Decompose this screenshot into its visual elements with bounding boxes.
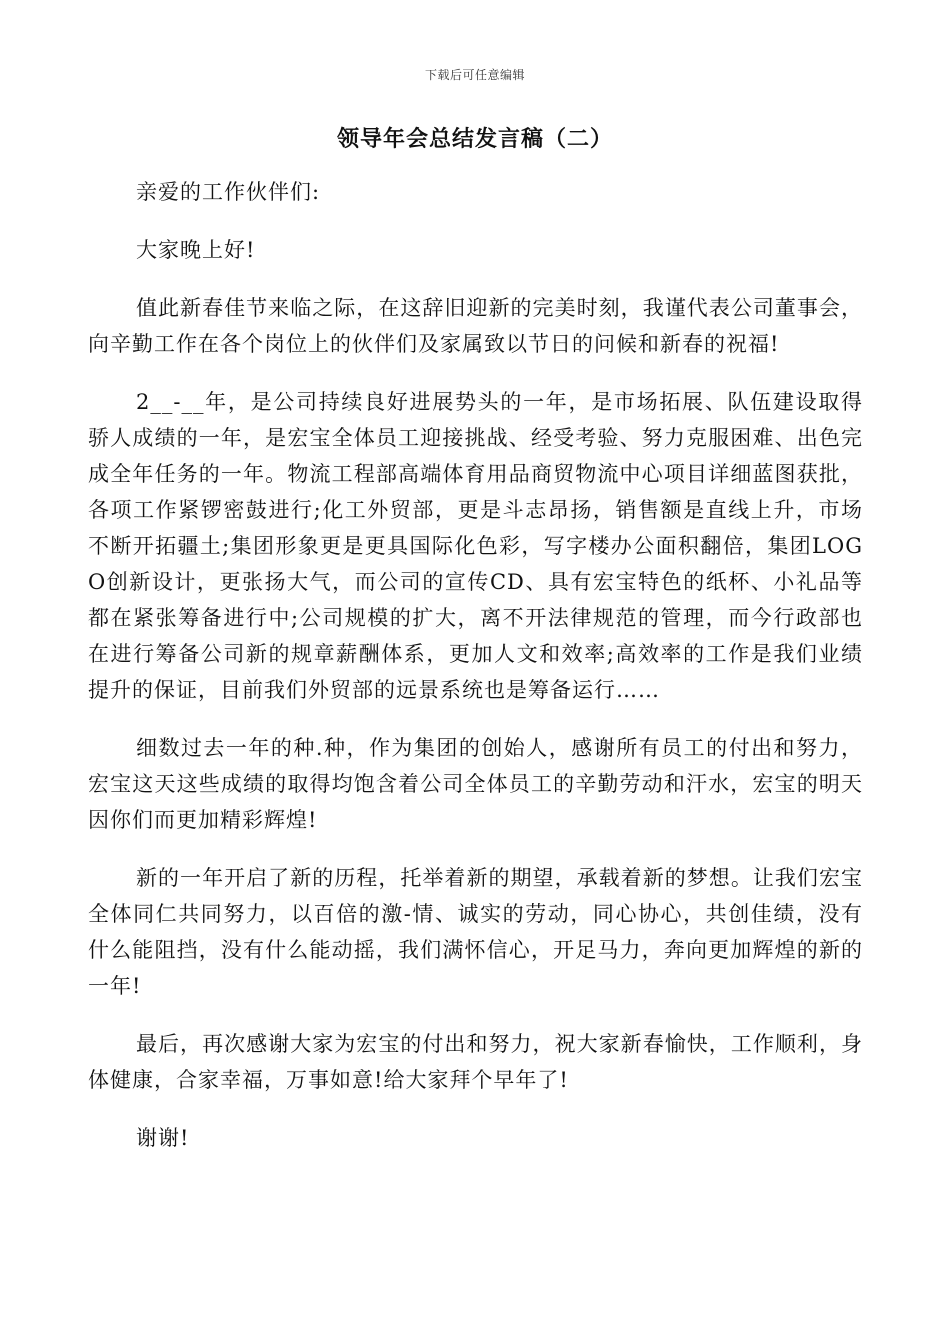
- closing-thanks: 谢谢!: [136, 1126, 190, 1150]
- paragraph-closing-wishes: 最后，再次感谢大家为宏宝的付出和努力，祝大家新春愉快，工作顺利，身体健康，合家幸福，万事如意!给大家拜个早年了!: [88, 1032, 863, 1092]
- document-body: [88, 174, 863, 1178]
- header-note: 下载后可任意编辑: [424, 68, 525, 82]
- paragraph-year-review: 2__-__年，是公司持续良好进展势头的一年，是市场拓展、队伍建设取得骄人成绩的一年，是宏宝全体员工迎接挑战、经受考验、努力克服困难、出色完成全年任务的一年。物流工程部高端体育用品商贸物流中心项目详细蓝图获批，各项工作紧锣密鼓进行;化工外贸部，更是斗志昂扬，销售额是直线上升，市场不断开拓疆土;集团形象更是更具国际化色彩，写字楼办公面积翻倍，集团LOGO创新设计，更张扬大气，而公司的宣传CD、具有宏宝特色的纸杯、小礼品等都在紧张筹备进行中;公司规模的扩大，离不开法律规范的管理，而今行政部也在进行筹备公司新的规章薪酬体系，更加人文和效率;高效率的工作是我们业绩提升的保证，目前我们外贸部的远景系统也是筹备运行……: [88, 390, 863, 702]
- greeting: 大家晚上好!: [136, 238, 256, 262]
- paragraph-new-year-wishes: 值此新春佳节来临之际，在这辞旧迎新的完美时刻，我谨代表公司董事会，向辛勤工作在各个岗位上的伙伴们及家属致以节日的问候和新春的祝福!: [88, 296, 863, 356]
- paragraph-new-journey: 新的一年开启了新的历程，托举着新的期望，承载着新的梦想。让我们宏宝全体同仁共同努力，以百倍的激-情、诚实的劳动，同心协心，共创佳绩，没有什么能阻挡，没有什么能动摇，我们满怀信心，开足马力，奔向更加辉煌的新的一年!: [88, 866, 863, 998]
- paragraph-thanks-staff: 细数过去一年的种.种，作为集团的创始人，感谢所有员工的付出和努力，宏宝这天这些成绩的取得均饱含着公司全体员工的辛勤劳动和汗水，宏宝的明天因你们而更加精彩辉煌!: [88, 736, 863, 832]
- document-title: 领导年会总结发言稿（二）: [336, 126, 613, 152]
- salutation: 亲爱的工作伙伴们:: [136, 180, 321, 204]
